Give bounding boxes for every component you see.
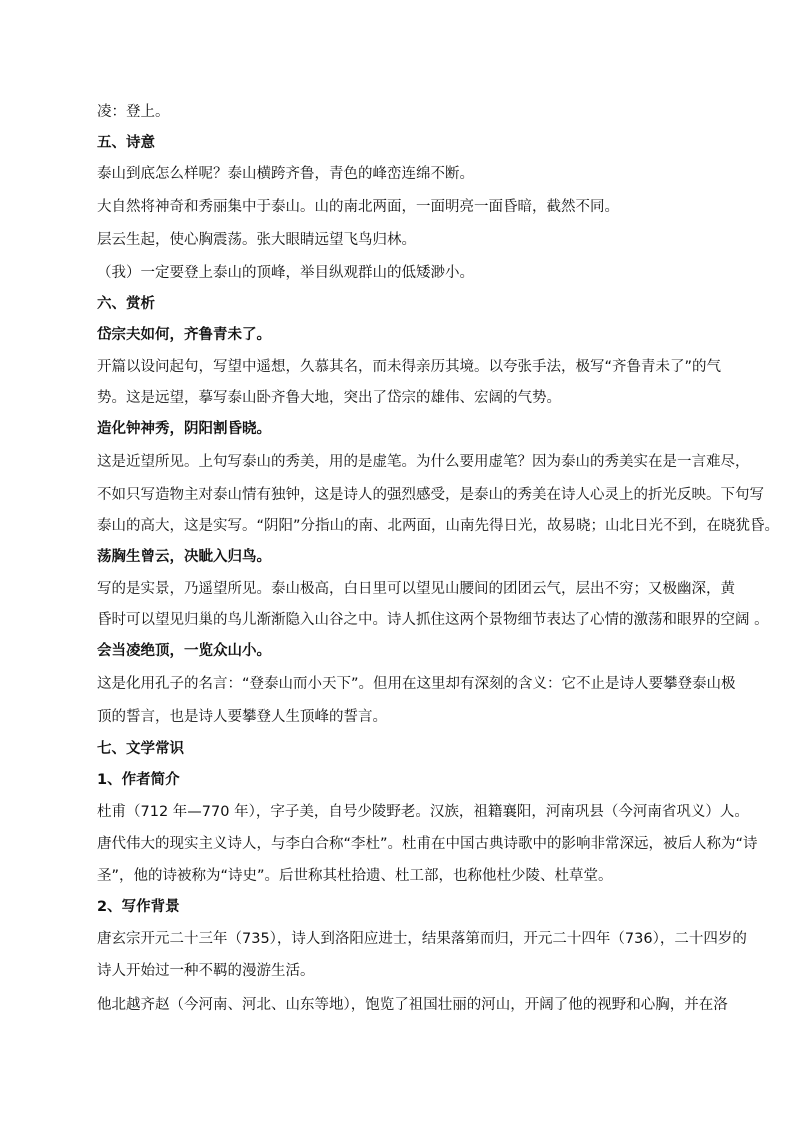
section-heading: 五、诗意 [97, 135, 155, 151]
section-heading: 七、文学常识 [97, 741, 184, 757]
text-line: 他北越齐赵（今河南、河北、山东等地），饱览了祖国壮丽的河山，开阔了他的视野和心胸，并在洛 [97, 997, 728, 1013]
subsection-heading: 2、写作背景 [97, 899, 180, 915]
verse-heading: 造化钟神秀，阴阳割昏晓。 [97, 421, 271, 437]
text-line: （我）一定要登上泰山的顶峰，举目纵观群山的低矮渺小。 [97, 265, 474, 281]
verse-heading: 会当凌绝顶，一览众山小。 [97, 643, 271, 659]
text-line: 这是近望所见。上句写泰山的秀美，用的是虚笔。为什么要用虚笔？因为泰山的秀美实在是一言难尽， [97, 454, 750, 470]
text-line: 势。这是远望，摹写泰山卧齐鲁大地，突出了岱宗的雄伟、宏阔的气势。 [97, 390, 561, 406]
text-line: 泰山到底怎么样呢？泰山横跨齐鲁，青色的峰峦连绵不断。 [97, 166, 474, 182]
text-line: 写的是实景，乃遥望所见。泰山极高，白日里可以望见山腰间的团团云气，层出不穷；又极幽深，黄 [97, 581, 735, 597]
text-line: 大自然将神奇和秀丽集中于泰山。山的南北两面，一面明亮一面昏暗，截然不同。 [97, 199, 619, 215]
text-line: 层云生起，使心胸震荡。张大眼睛远望飞鸟归林。 [97, 232, 416, 248]
text-line: 唐玄宗开元二十三年（735），诗人到洛阳应进士，结果落第而归，开元二十四年（736），二十四岁的 [97, 931, 747, 947]
verse-heading: 岱宗夫如何，齐鲁青未了。 [97, 327, 271, 343]
text-line: 不如只写造物主对泰山情有独钟，这是诗人的强烈感受，是泰山的秀美在诗人心灵上的折光反映。下句写 [97, 487, 764, 503]
text-line: 诗人开始过一种不羁的漫游生活。 [97, 963, 315, 979]
section-heading: 六、赏析 [97, 296, 155, 312]
text-line: 圣”，他的诗被称为“诗史”。后世称其杜拾遗、杜工部，也称他杜少陵、杜草堂。 [97, 868, 613, 884]
text-line: 凌：登上。 [97, 104, 170, 120]
text-line: 唐代伟大的现实主义诗人，与李白合称“李杜”。杜甫在中国古典诗歌中的影响非常深远，被后人称为“诗 [97, 836, 758, 852]
text-line: 昏时可以望见归巢的鸟儿渐渐隐入山谷之中。诗人抓住这两个景物细节表达了心情的激荡和眼界的空阔 。 [97, 612, 769, 628]
text-line: 顶的誓言，也是诗人要攀登人生顶峰的誓言。 [97, 709, 387, 725]
text-line: 泰山的高大，这是实写。“阴阳”分指山的南、北两面，山南先得日光，故易晓；山北日光不到，在晓犹昏。 [97, 518, 780, 534]
text-line: 杜甫（712 年—770 年），字子美，自号少陵野老。汉族，祖籍襄阳，河南巩县（今河南省巩义）人。 [97, 804, 749, 820]
verse-heading: 荡胸生曾云，决眦入归鸟。 [97, 549, 271, 565]
subsection-heading: 1、作者简介 [97, 772, 180, 788]
text-line: 开篇以设问起句，写望中遥想，久慕其名，而未得亲历其境。以夸张手法，极写“齐鲁青未了”的气 [97, 359, 722, 375]
text-line: 这是化用孔子的名言：“登泰山而小天下”。但用在这里却有深刻的含义：它不止是诗人要攀登泰山极 [97, 676, 736, 692]
